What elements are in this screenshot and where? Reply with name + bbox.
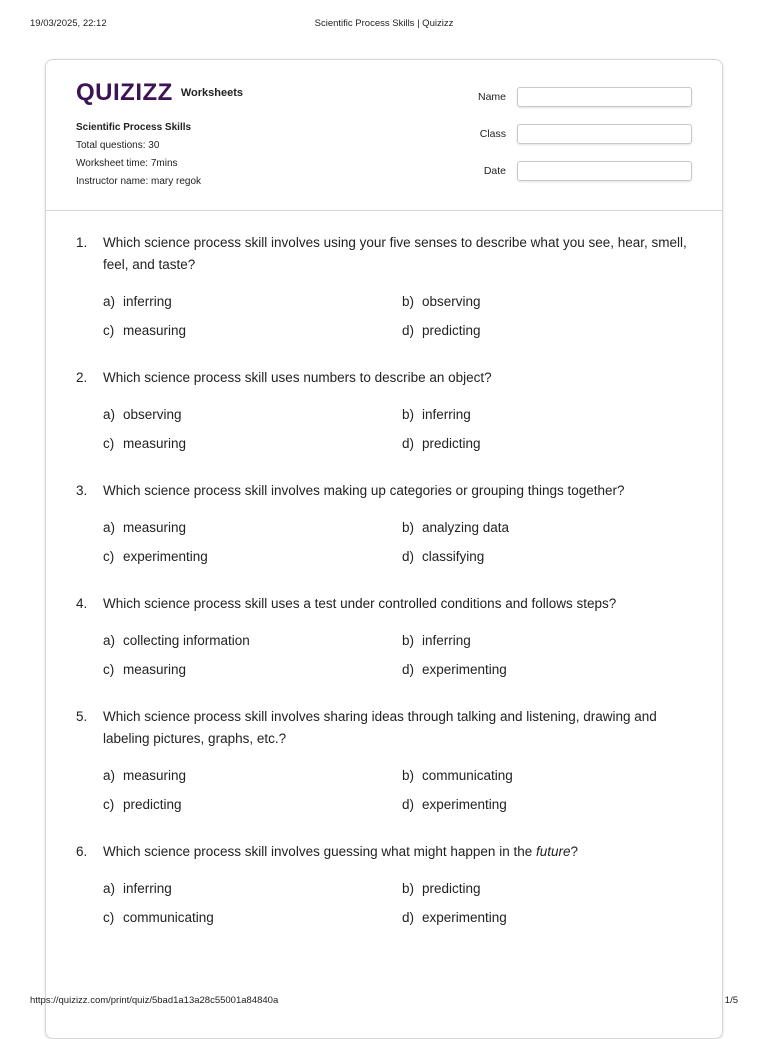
option-text: communicating <box>422 768 513 783</box>
question-number: 1. <box>76 235 88 250</box>
option-letter: d) <box>402 323 415 338</box>
option-letter: a) <box>103 768 116 783</box>
answer-option <box>402 878 701 900</box>
answer-option <box>402 794 701 816</box>
option-text: classifying <box>422 549 485 564</box>
answer-option <box>103 765 402 787</box>
question-prompt: Which science process skill involves using your five senses to describe what you see, hear, smell, feel, and taste? <box>103 235 687 272</box>
print-page-title: Scientific Process Skills | Quizizz <box>314 18 454 29</box>
answer-option <box>103 659 402 681</box>
date-field[interactable] <box>517 161 692 181</box>
answer-option <box>402 546 701 568</box>
question-item <box>76 480 696 568</box>
worksheet-header <box>46 60 722 211</box>
question-emphasis: future <box>535 844 571 859</box>
option-text: experimenting <box>422 662 507 677</box>
question-number: 5. <box>76 709 88 724</box>
answer-option <box>103 404 402 426</box>
option-letter: d) <box>402 662 415 677</box>
question-item <box>76 841 696 929</box>
answer-option <box>103 291 402 313</box>
option-text: experimenting <box>422 910 507 925</box>
answer-option <box>103 907 402 929</box>
answer-option <box>402 517 701 539</box>
logo-subtitle: Worksheets <box>180 87 243 99</box>
option-letter: b) <box>402 407 415 422</box>
option-text: inferring <box>422 407 471 422</box>
answer-option <box>103 546 402 568</box>
answer-option <box>402 659 701 681</box>
answer-options <box>76 878 696 929</box>
question-list <box>76 232 696 954</box>
question-prompt: Which science process skill involves guessing what might happen in the <box>103 844 536 859</box>
class-field-row <box>466 124 696 146</box>
question-prompt-end: ? <box>570 844 579 859</box>
print-url: https://quizizz.com/print/quiz/5bad1a13a28c55001a84840a <box>30 995 279 1006</box>
question-prompt: Which science process skill involves sharing ideas through talking and listening, drawing and labeling pictures, graphs, etc.? <box>103 709 657 746</box>
option-text: measuring <box>123 662 187 677</box>
answer-option <box>103 320 402 342</box>
answer-option <box>402 907 701 929</box>
option-letter: b) <box>402 633 415 648</box>
option-text: collecting information <box>123 633 250 648</box>
option-text: predicting <box>422 323 481 338</box>
option-letter: a) <box>103 294 116 309</box>
print-datetime: 19/03/2025, 22:12 <box>30 18 107 29</box>
question-number: 6. <box>76 844 88 859</box>
option-text: measuring <box>123 768 187 783</box>
question-text <box>76 706 696 750</box>
question-text <box>76 367 696 389</box>
option-letter: b) <box>402 520 415 535</box>
answer-option <box>402 765 701 787</box>
answer-option <box>103 878 402 900</box>
question-prompt: Which science process skill uses a test under controlled conditions and follows steps? <box>103 596 617 611</box>
answer-options <box>76 630 696 681</box>
option-text: measuring <box>123 520 187 535</box>
option-text: measuring <box>123 436 187 451</box>
question-number: 2. <box>76 370 88 385</box>
name-label: Name <box>477 91 506 103</box>
option-text: experimenting <box>422 797 507 812</box>
answer-options <box>76 517 696 568</box>
option-letter: a) <box>103 633 116 648</box>
class-field[interactable] <box>517 124 692 144</box>
question-text <box>76 232 696 276</box>
answer-option <box>402 433 701 455</box>
option-text: inferring <box>123 294 172 309</box>
answer-option <box>103 794 402 816</box>
total-questions: Total questions: 30 <box>76 140 160 151</box>
worksheet-card <box>45 59 723 1039</box>
option-letter: d) <box>402 436 415 451</box>
option-letter: b) <box>402 768 415 783</box>
answer-option <box>402 320 701 342</box>
option-letter: c) <box>103 662 115 677</box>
answer-option <box>103 433 402 455</box>
option-text: observing <box>422 294 481 309</box>
question-item <box>76 706 696 816</box>
option-letter: d) <box>402 797 415 812</box>
option-letter: c) <box>103 549 115 564</box>
date-field-row <box>466 161 696 183</box>
option-text: predicting <box>123 797 182 812</box>
option-text: experimenting <box>123 549 208 564</box>
option-text: inferring <box>123 881 172 896</box>
option-letter: d) <box>402 910 415 925</box>
option-letter: c) <box>103 323 115 338</box>
name-field[interactable] <box>517 87 692 107</box>
option-text: communicating <box>123 910 214 925</box>
answer-option <box>103 517 402 539</box>
question-number: 4. <box>76 596 88 611</box>
question-text <box>76 480 696 502</box>
option-text: observing <box>123 407 182 422</box>
name-field-row <box>466 87 696 109</box>
option-text: predicting <box>422 436 481 451</box>
worksheet-meta <box>76 119 201 191</box>
answer-option <box>103 630 402 652</box>
answer-option <box>402 291 701 313</box>
question-number: 3. <box>76 483 88 498</box>
date-label: Date <box>483 165 506 177</box>
question-item <box>76 232 696 342</box>
option-letter: a) <box>103 407 116 422</box>
option-letter: b) <box>402 294 415 309</box>
answer-options <box>76 291 696 342</box>
question-prompt: Which science process skill involves making up categories or grouping things together? <box>103 483 625 498</box>
instructor-name: Instructor name: mary regok <box>76 176 202 187</box>
question-text <box>76 841 696 863</box>
option-letter: c) <box>103 910 115 925</box>
option-letter: c) <box>103 797 115 812</box>
option-text: inferring <box>422 633 471 648</box>
option-text: predicting <box>422 881 481 896</box>
logo-wordmark: QUIZIZZ <box>76 79 173 106</box>
question-item <box>76 593 696 681</box>
quizizz-logo <box>76 79 243 107</box>
question-item <box>76 367 696 455</box>
answer-options <box>76 765 696 816</box>
option-letter: c) <box>103 436 115 451</box>
worksheet-title: Scientific Process Skills <box>76 122 192 133</box>
option-letter: a) <box>103 881 116 896</box>
answer-option <box>402 404 701 426</box>
question-text <box>76 593 696 615</box>
option-text: measuring <box>123 323 187 338</box>
option-letter: a) <box>103 520 116 535</box>
class-label: Class <box>479 128 506 140</box>
option-letter: b) <box>402 881 415 896</box>
option-letter: d) <box>402 549 415 564</box>
answer-options <box>76 404 696 455</box>
option-text: analyzing data <box>422 520 510 535</box>
answer-option <box>402 630 701 652</box>
worksheet-time: Worksheet time: 7mins <box>76 158 178 169</box>
print-page-number: 1/5 <box>724 995 738 1006</box>
question-prompt: Which science process skill uses numbers to describe an object? <box>103 370 492 385</box>
